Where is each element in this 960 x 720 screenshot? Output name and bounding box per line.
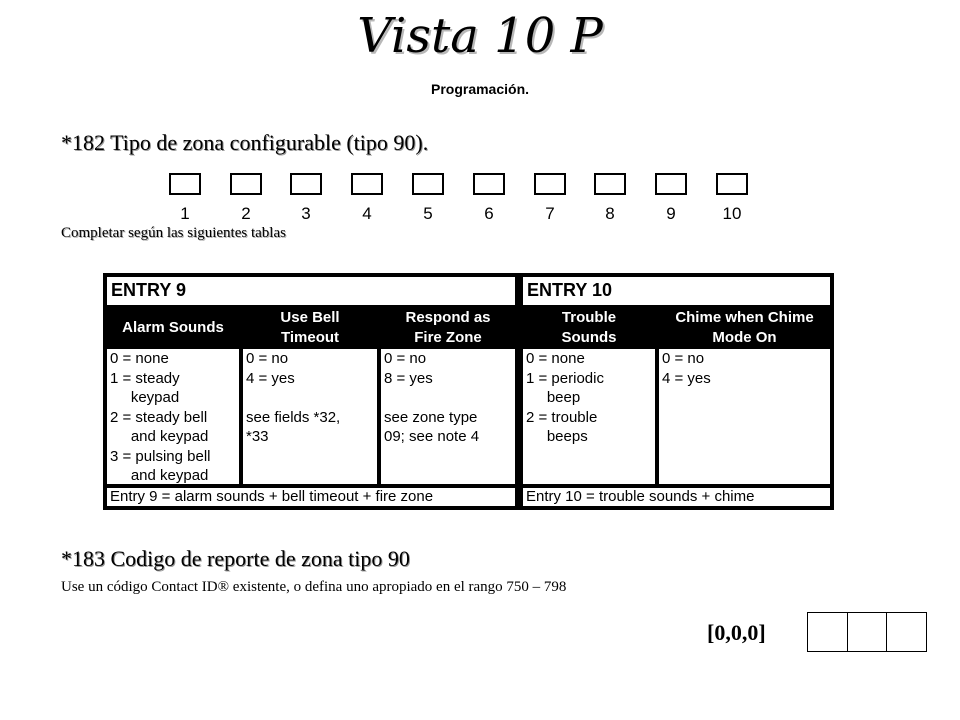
field-183-note: Use un código Contact ID® existente, o defina uno apropiado en el rango 750 – 798 [61, 579, 567, 595]
entry-box-7[interactable] [534, 173, 566, 195]
entry-box-label: 3 [301, 204, 311, 223]
entry-box-label: 6 [484, 204, 494, 223]
cell-text: 0 = no 4 = yes see fields *32, *33 [246, 350, 341, 445]
entry-box-label: 7 [545, 204, 555, 223]
cell-chime-mode [659, 349, 830, 484]
cell-text: 0 = none 1 = periodic beep 2 = trouble beeps [526, 350, 604, 445]
report-code-digit-3[interactable] [887, 613, 926, 651]
page-title: Vista 10 P [357, 8, 603, 64]
entry-box-label: 10 [722, 204, 742, 223]
cell-text: 0 = no 4 = yes [662, 350, 711, 387]
header-alarm-sounds: Alarm Sounds [122, 319, 224, 336]
cell-alarm-sounds [107, 349, 239, 484]
entry-table [103, 273, 834, 510]
field-182-heading: *182 Tipo de zona configurable (tipo 90). [61, 130, 429, 155]
entry10-footer: Entry 10 = trouble sounds + chime [526, 488, 755, 505]
cell-respond-fire-zone [381, 349, 515, 484]
default-value: [0,0,0] [707, 620, 766, 645]
entry9-title-cell [107, 277, 515, 305]
page-subtitle: Programación. [430, 81, 530, 97]
entry10-footer-cell [523, 488, 830, 506]
entry-box-label: 2 [241, 204, 251, 223]
report-code-digit-2[interactable] [848, 613, 888, 651]
entry-box-2[interactable] [230, 173, 262, 195]
cell-use-bell-timeout [243, 349, 377, 484]
cell-trouble-sounds [523, 349, 655, 484]
entry-box-9[interactable] [655, 173, 687, 195]
entry-box-8[interactable] [594, 173, 626, 195]
entry-box-label: 9 [666, 204, 676, 223]
header-trouble-sounds: Trouble Sounds [561, 309, 617, 346]
entry-box-1[interactable] [169, 173, 201, 195]
report-code-boxes [807, 612, 927, 652]
header-use-bell-timeout: Use Bell Timeout [280, 309, 340, 346]
entry-box-label: 5 [423, 204, 433, 223]
cell-text: 0 = no 8 = yes see zone type 09; see note 4 [384, 350, 480, 445]
report-code-digit-1[interactable] [808, 613, 848, 651]
entry10-title-cell [523, 277, 830, 305]
entry-box-3[interactable] [290, 173, 322, 195]
entry9-title: ENTRY 9 [111, 280, 187, 300]
entry-box-label: 1 [180, 204, 190, 223]
entry-box-10[interactable] [716, 173, 748, 195]
field-183-heading: *183 Codigo de reporte de zona tipo 90 [61, 546, 410, 571]
entry-box-label: 4 [362, 204, 372, 223]
entry-box-label: 8 [605, 204, 615, 223]
entry9-footer: Entry 9 = alarm sounds + bell timeout + fire zone [110, 488, 434, 505]
header-chime-mode: Chime when Chime Mode On [675, 309, 814, 346]
entry10-title: ENTRY 10 [527, 280, 613, 300]
entry9-footer-cell [107, 488, 515, 506]
entry-box-4[interactable] [351, 173, 383, 195]
table-instruction: Completar según las siguientes tablas [61, 225, 286, 241]
cell-text: 0 = none 1 = steady keypad 2 = steady bell and keypad 3 = pulsing bell and keypad [110, 350, 211, 484]
entry-box-6[interactable] [473, 173, 505, 195]
entry-box-5[interactable] [412, 173, 444, 195]
header-respond-fire-zone: Respond as Fire Zone [405, 309, 491, 346]
